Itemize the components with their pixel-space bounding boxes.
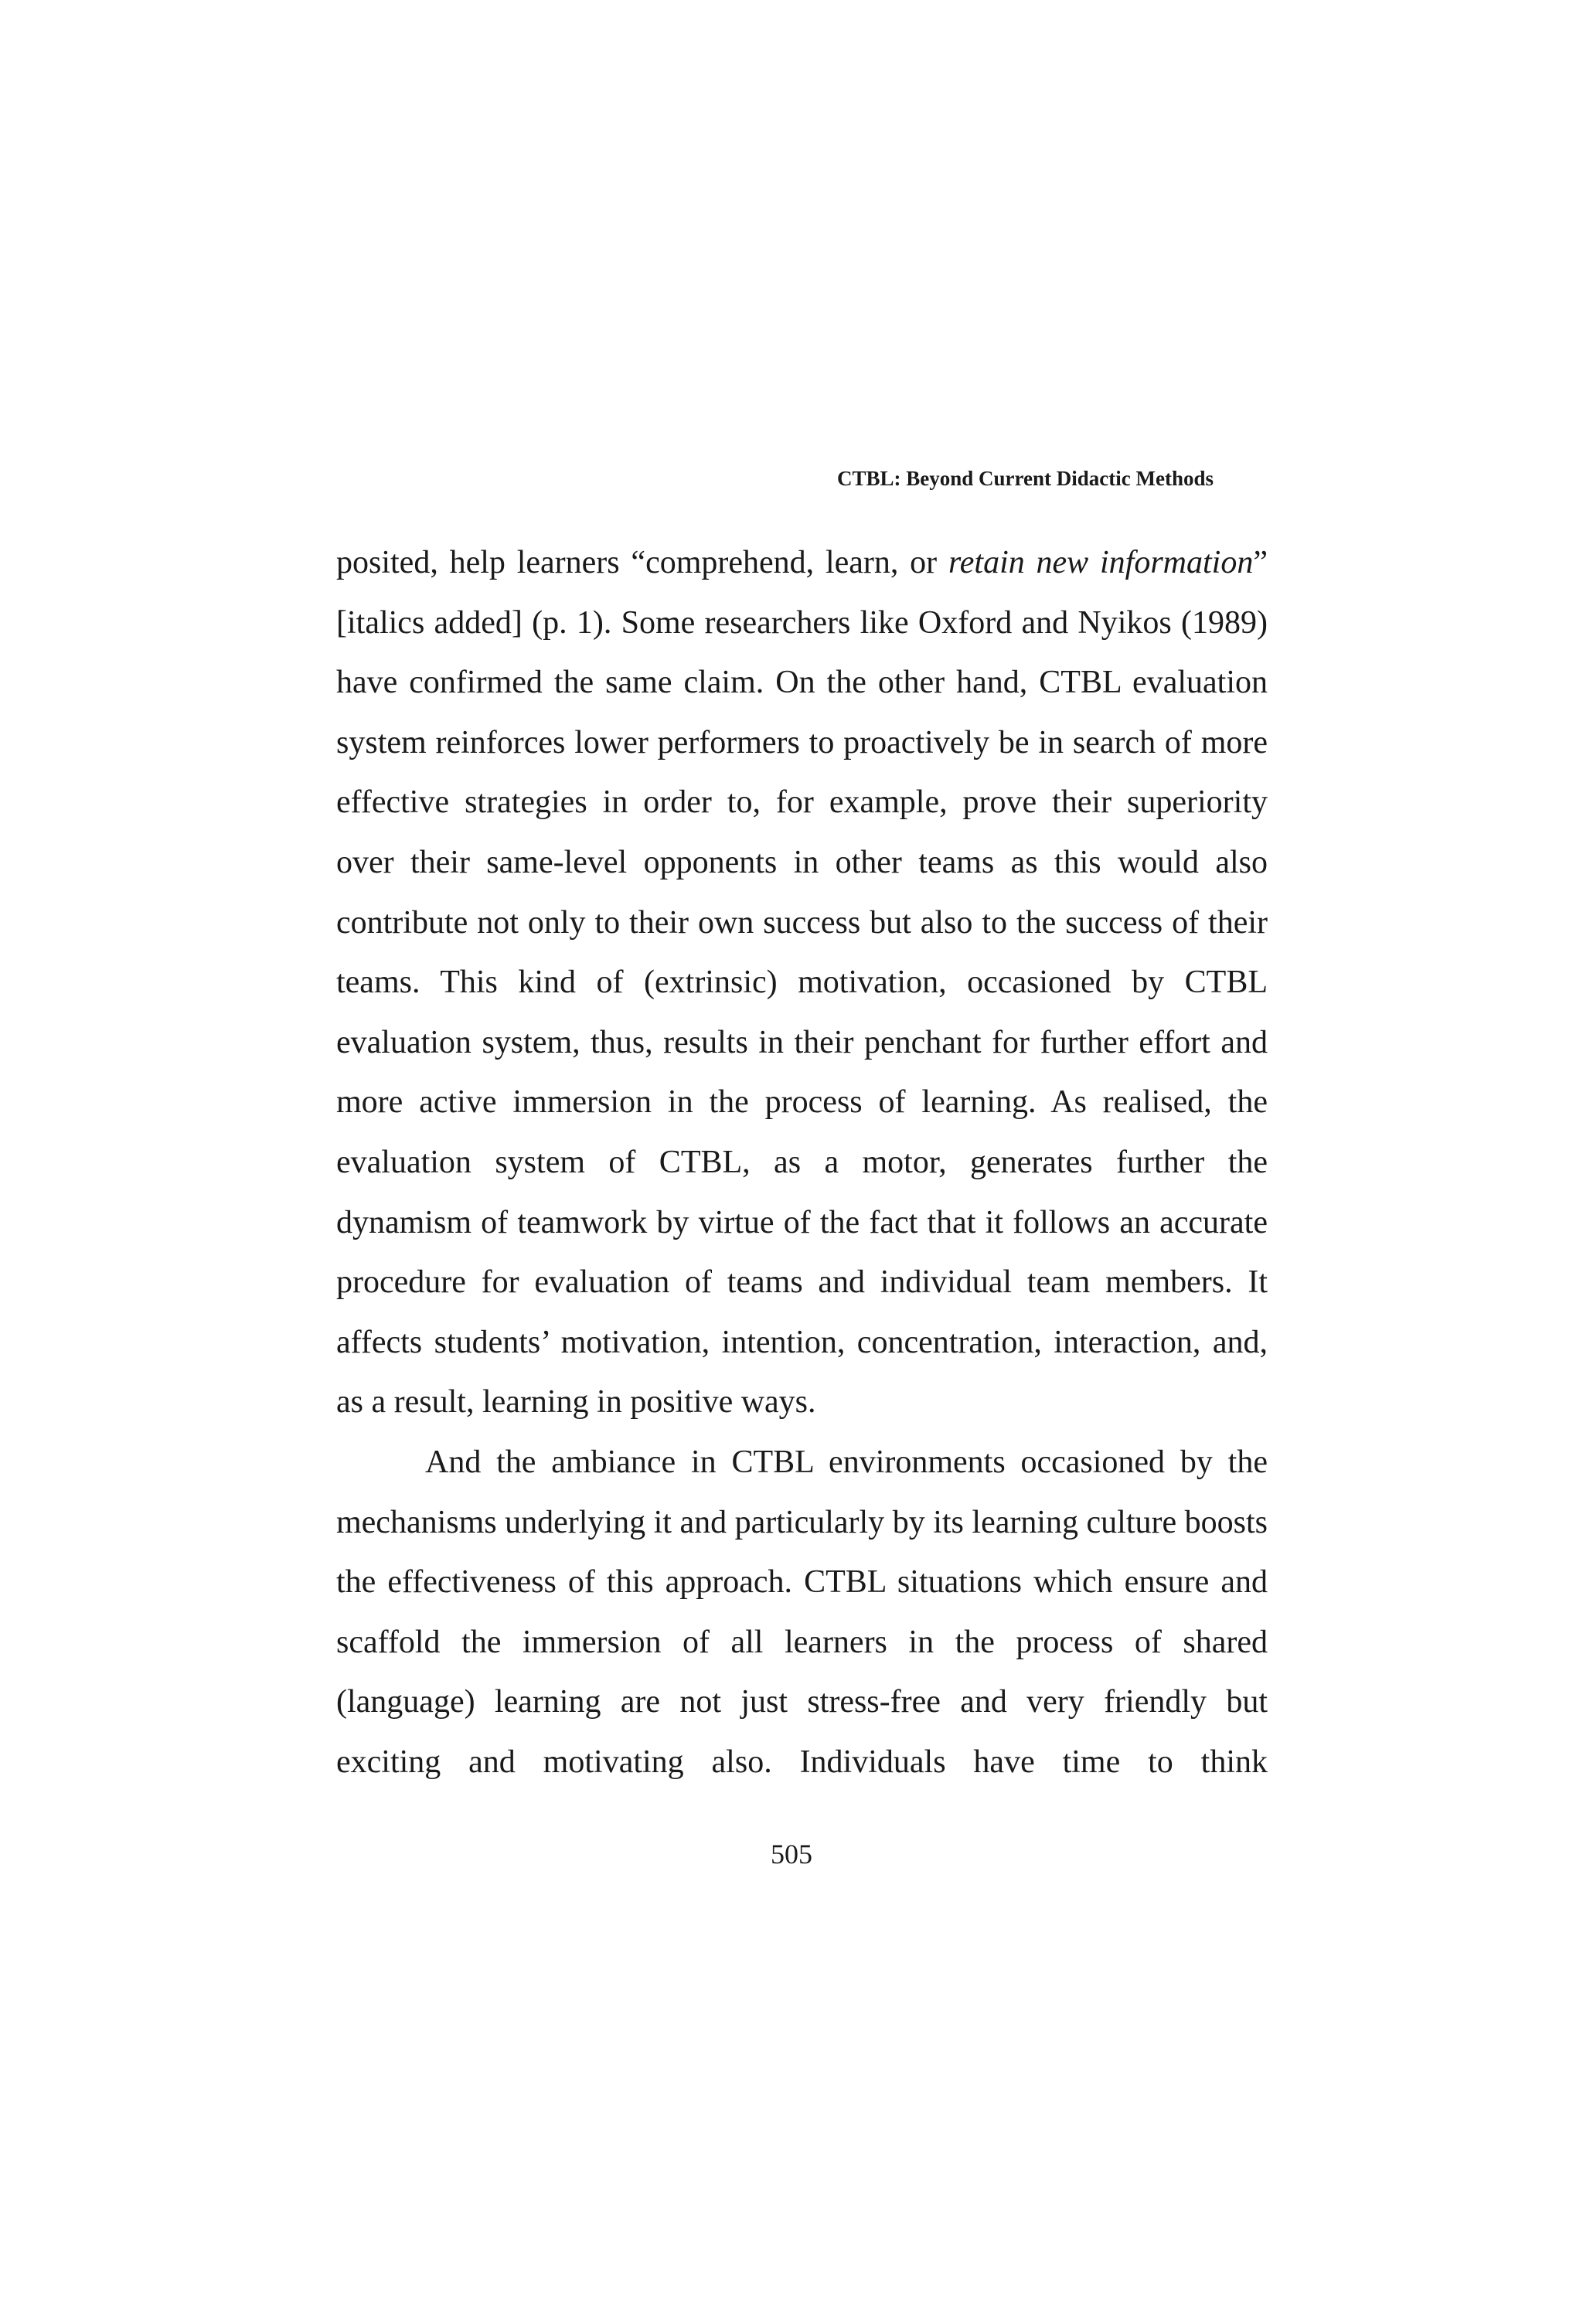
paragraph-1-italic-quote: retain new information	[948, 545, 1254, 580]
paragraph-1	[336, 533, 1268, 1433]
body-text	[336, 533, 1268, 1792]
paragraph-2: And the ambiance in CTBL environments occasioned by the mechanisms underlying it and particularly by its learning culture boosts the effectiveness of this approach. CTBL situations which ensure and scaffold the immersion of all learners in the process of shared (language) learning are not just stress-free and very friendly but exciting and motivating also. Individuals have time to think	[336, 1444, 1268, 1780]
paragraph-1-text-a: posited, help learners “comprehend, learn, or	[336, 545, 948, 580]
paragraph-1-text-b: ” [italics added] (p. 1). Some researchers like Oxford and Nyikos (1989) have confirmed the same claim. On the other hand, CTBL evaluation system reinforces lower performers to proactively be in search of more effective strategies in order to, for example, prove their superiority over their same-level opponents in other teams as this would also contribute not only to their own success but also to the success of their teams. This kind of (extrinsic) motivation, occasioned by CTBL evaluation system, thus, results in their penchant for further effort and more active immersion in the process of learning. As realised, the evaluation system of CTBL, as a motor, generates further the dynamism of teamwork by virtue of the fact that it follows an accurate procedure for evaluation of teams and individual team members. It affects students’ motivation, intention, concentration, interaction, and, as a result, learning in positive ways.	[336, 545, 1268, 1421]
page-number: 505	[771, 1839, 812, 1870]
running-head: CTBL: Beyond Current Didactic Methods	[836, 467, 1214, 490]
